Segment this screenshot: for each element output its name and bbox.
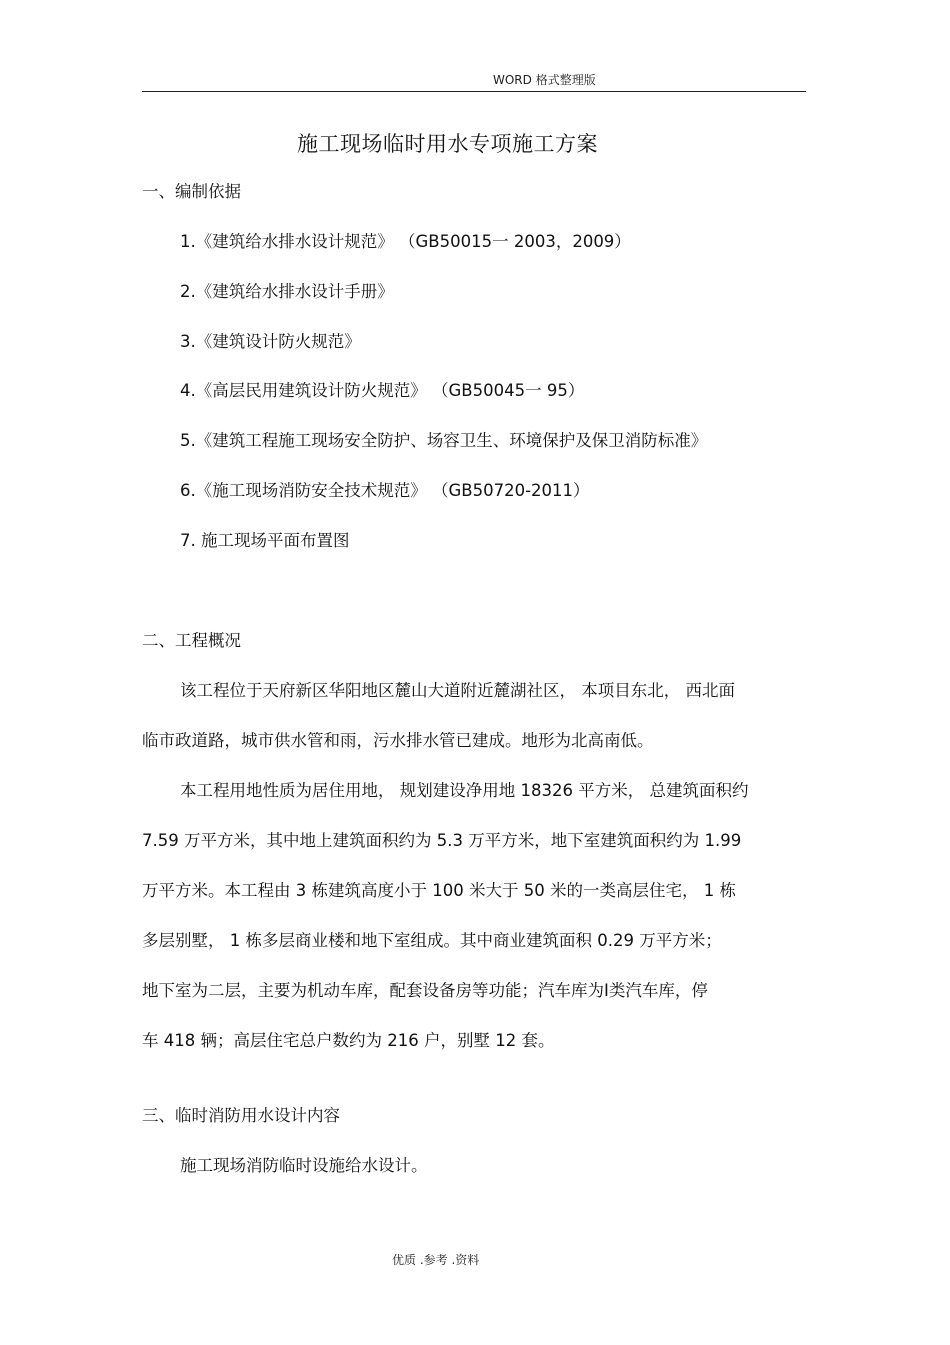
section-2-heading: 二、工程概况 xyxy=(142,631,241,650)
overview-line-2: 临市政道路，城市供水管和雨，污水排水管已建成。地形为北高南低。 xyxy=(142,731,654,750)
reference-item-5: 5.《建筑工程施工现场安全防护、场容卫生、环境保护及保卫消防标准》 xyxy=(180,431,708,450)
reference-item-3: 3.《建筑设计防火规范》 xyxy=(180,332,361,351)
section-3-line-1: 施工现场消防临时设施给水设计。 xyxy=(180,1156,428,1175)
reference-item-2: 2.《建筑给水排水设计手册》 xyxy=(180,282,394,301)
section-1-heading: 一、编制依据 xyxy=(142,182,241,201)
reference-item-7: 7. 施工现场平面布置图 xyxy=(180,531,350,550)
overview-line-1: 该工程位于天府新区华阳地区麓山大道附近麓湖社区， 本项目东北， 西北面 xyxy=(180,681,735,700)
page-header: WORD 格式整理版 xyxy=(493,73,596,87)
reference-item-1: 1.《建筑给水排水设计规范》 （GB50015一 2003，2009） xyxy=(180,232,631,251)
overview-line-4: 7.59 万平方米，其中地上建筑面积约为 5.3 万平方米，地下室建筑面积约为 1.99 xyxy=(142,831,742,850)
reference-item-6: 6.《施工现场消防安全技术规范》 （GB50720-2011） xyxy=(180,481,590,500)
overview-line-7: 地下室为二层，主要为机动车库，配套设备房等功能；汽车库为Ⅰ类汽车库，停 xyxy=(142,981,708,1000)
reference-item-4: 4.《高层民用建筑设计防火规范》 （GB50045一 95） xyxy=(180,381,585,400)
document-title: 施工现场临时用水专项施工方案 xyxy=(297,132,598,156)
overview-line-6: 多层别墅， 1 栋多层商业楼和地下室组成。其中商业建筑面积 0.29 万平方米； xyxy=(142,931,722,950)
page-footer: 优质 .参考 .资料 xyxy=(392,1253,480,1267)
overview-line-5: 万平方米。本工程由 3 栋建筑高度小于 100 米大于 50 米的一类高层住宅， 1 栋 xyxy=(142,881,736,900)
overview-line-3: 本工程用地性质为居住用地， 规划建设净用地 18326 平方米， 总建筑面积约 xyxy=(180,781,749,800)
header-rule xyxy=(142,91,806,92)
overview-line-8: 车 418 辆；高层住宅总户数约为 216 户，别墅 12 套。 xyxy=(142,1031,555,1050)
section-3-heading: 三、临时消防用水设计内容 xyxy=(142,1106,340,1125)
